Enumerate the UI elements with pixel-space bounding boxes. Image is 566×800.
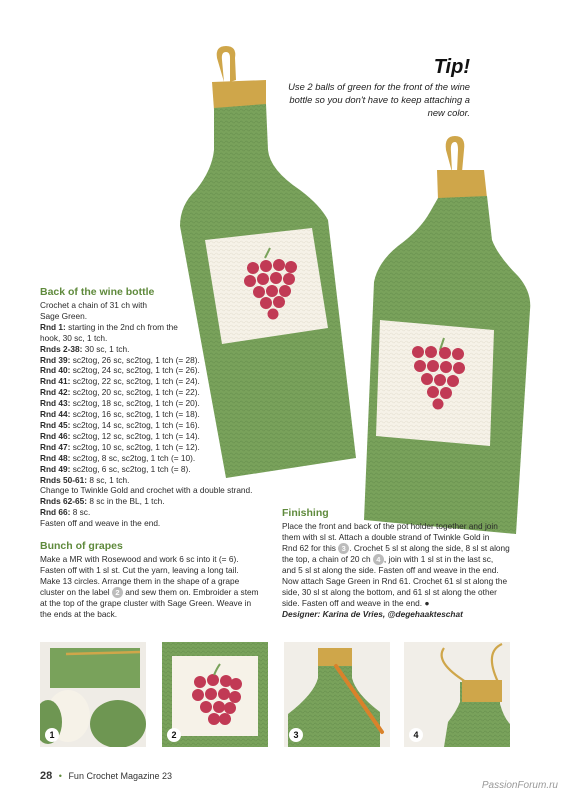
- watermark: PassionForum.ru: [481, 780, 558, 791]
- grapes-line: [40, 587, 275, 598]
- step-photo-4: [404, 642, 510, 747]
- round-instruction: [40, 409, 272, 420]
- round-label: Rnds 50-61:: [40, 474, 88, 485]
- section-heading-finishing: Finishing: [282, 507, 329, 519]
- step-number-badge: 3: [289, 728, 303, 742]
- round-text: Change to Twinkle Gold and crochet with a double strand.: [40, 485, 253, 496]
- round-text: sc2tog, 6 sc, sc2tog, 1 tch (= 8).: [70, 463, 191, 474]
- step-marker: 3: [338, 543, 349, 554]
- round-list: [40, 322, 272, 529]
- tip-line: of the wine bottle so you don't have to: [289, 81, 470, 105]
- round-label: Rnd 49:: [40, 463, 71, 474]
- round-text: sc2tog, 24 sc, sc2tog, 1 tch (= 26).: [70, 365, 200, 376]
- round-instruction: [40, 442, 272, 453]
- round-label: Rnd 47:: [40, 441, 71, 452]
- round-instruction: [40, 387, 272, 398]
- round-text: sc2tog, 14 sc, sc2tog, 1 tch (= 16).: [70, 419, 200, 430]
- round-instruction: [40, 475, 272, 486]
- back-instructions: [40, 286, 272, 529]
- finishing-line: side, 30 sl st along the bottom, and 61 sl st along the other: [282, 587, 497, 598]
- round-label: Rnd 1:: [40, 321, 66, 332]
- step-photo-3: [284, 642, 390, 747]
- round-text: 8 sc, 1 tch.: [87, 474, 130, 485]
- round-text: hook, 30 sc, 1 tch.: [40, 332, 108, 343]
- round-label: Rnd 43:: [40, 398, 71, 409]
- round-label: Rnds 2-38:: [40, 343, 83, 354]
- step-photo-1: [40, 642, 146, 747]
- step-marker: 2: [112, 587, 123, 598]
- tip-line: keep attaching a new color.: [401, 94, 470, 118]
- round-text: 8 sc in the BL, 1 tch.: [87, 496, 165, 507]
- round-text: starting in the 2nd ch from the: [65, 321, 178, 332]
- round-text: Fasten off and weave in the end.: [40, 518, 161, 529]
- finishing-line-part: Rnd 62 for this: [282, 542, 339, 553]
- section-heading-grapes: Bunch of grapes: [40, 540, 123, 552]
- grapes-line: at the top of the grape cluster with Sage Green. Weave in: [40, 598, 252, 609]
- round-text: 30 sc, 1 tch.: [82, 343, 130, 354]
- magazine-title: Fun Crochet Magazine 23: [68, 771, 172, 781]
- round-instruction: [40, 355, 272, 366]
- round-instruction: [40, 333, 272, 344]
- page-number: 28: [40, 770, 53, 782]
- tip-heading: Tip!: [433, 56, 470, 78]
- finishing-line-part: . Crochet 5 sl st along the side, 8 sl st along: [349, 542, 510, 553]
- round-instruction: [40, 322, 272, 333]
- step-number-badge: 4: [409, 728, 423, 742]
- round-label: Rnd 41:: [40, 376, 71, 387]
- right-bottle: [364, 136, 530, 534]
- round-instruction: [40, 453, 272, 464]
- round-label: Rnd 40:: [40, 365, 71, 376]
- round-instruction: [40, 344, 272, 355]
- grapes-instructions: [40, 540, 275, 620]
- grapes-line: Fasten off with 1 sl st. Cut the yarn, leaving a long tail.: [40, 564, 239, 575]
- round-instruction: [40, 496, 272, 507]
- round-label: Rnd 44:: [40, 409, 71, 420]
- finishing-instructions: [282, 507, 532, 620]
- round-label: Rnd 48:: [40, 452, 71, 463]
- round-text: 8 sc.: [70, 507, 91, 518]
- finishing-line: [282, 554, 532, 565]
- round-instruction: [40, 420, 272, 431]
- finishing-line-part: , join with 1 sl st in the last sc,: [383, 554, 494, 565]
- round-text: sc2tog, 18 sc, sc2tog, 1 tch (= 20).: [70, 398, 200, 409]
- round-text: sc2tog, 12 sc, sc2tog, 1 tch (= 14).: [70, 430, 200, 441]
- grapes-line: Make a MR with Rosewood and work 6 sc into it (= 6).: [40, 554, 239, 564]
- step-photo-2: [162, 642, 268, 747]
- round-instruction: [40, 485, 272, 496]
- finishing-line-part: the top, a chain of 20 ch: [282, 554, 373, 565]
- round-instruction: [40, 464, 272, 475]
- step-marker: 4: [373, 554, 384, 565]
- step-number-badge: 1: [45, 728, 59, 742]
- round-text: sc2tog, 16 sc, sc2tog, 1 tch (= 18).: [70, 409, 200, 420]
- round-instruction: [40, 518, 272, 529]
- tip-line: Use 2 balls of green for the front: [288, 81, 423, 92]
- round-instruction: [40, 431, 272, 442]
- step-number-badge: 2: [167, 728, 181, 742]
- designer-credit: Designer: Karina de Vries, @degehaakteschat: [282, 609, 463, 620]
- grapes-line: Make 13 circles. Arrange them in the shape of a grape: [40, 575, 240, 586]
- round-label: Rnd 45:: [40, 419, 71, 430]
- grapes-line-part: and sew them on. Embroider a stem: [122, 586, 259, 597]
- round-text: sc2tog, 20 sc, sc2tog, 1 tch (= 22).: [70, 387, 200, 398]
- grapes-line: the ends at the back.: [40, 608, 118, 619]
- round-text: sc2tog, 10 sc, sc2tog, 1 tch (= 12).: [70, 441, 200, 452]
- round-text: sc2tog, 8 sc, sc2tog, 1 tch (= 10).: [70, 452, 196, 463]
- round-instruction: [40, 365, 272, 376]
- section-heading-back: Back of the wine bottle: [40, 286, 155, 298]
- round-label: Rnd 39:: [40, 354, 71, 365]
- back-intro-line: Crochet a chain of 31 ch with: [40, 300, 147, 310]
- round-instruction: [40, 398, 272, 409]
- round-instruction: [40, 507, 272, 518]
- back-intro-line: Sage Green.: [40, 310, 88, 321]
- finishing-line: Place the front and back of the pot holder together and join: [282, 521, 498, 531]
- round-label: Rnd 66:: [40, 507, 71, 518]
- finishing-line: them with sl st. Attach a double strand of Twinkle Gold in: [282, 531, 490, 542]
- grapes-line-part: cluster on the label: [40, 586, 112, 597]
- finishing-line: [282, 543, 532, 554]
- round-text: sc2tog, 22 sc, sc2tog, 1 tch (= 24).: [70, 376, 200, 387]
- round-label: Rnd 46:: [40, 430, 71, 441]
- page-footer: [40, 770, 172, 782]
- round-label: Rnds 62-65:: [40, 496, 88, 507]
- finishing-line: and 5 sl st along the side. Fasten off and weave in the end.: [282, 565, 499, 576]
- round-text: sc2tog, 26 sc, sc2tog, 1 tch (= 28).: [70, 354, 200, 365]
- round-instruction: [40, 376, 272, 387]
- round-label: Rnd 42:: [40, 387, 71, 398]
- finishing-line: Now attach Sage Green in Rnd 61. Crochet 61 sl st along the: [282, 576, 508, 587]
- finishing-line: side. Fasten off and weave in the end. ●: [282, 598, 430, 609]
- footer-bullet: •: [58, 771, 62, 781]
